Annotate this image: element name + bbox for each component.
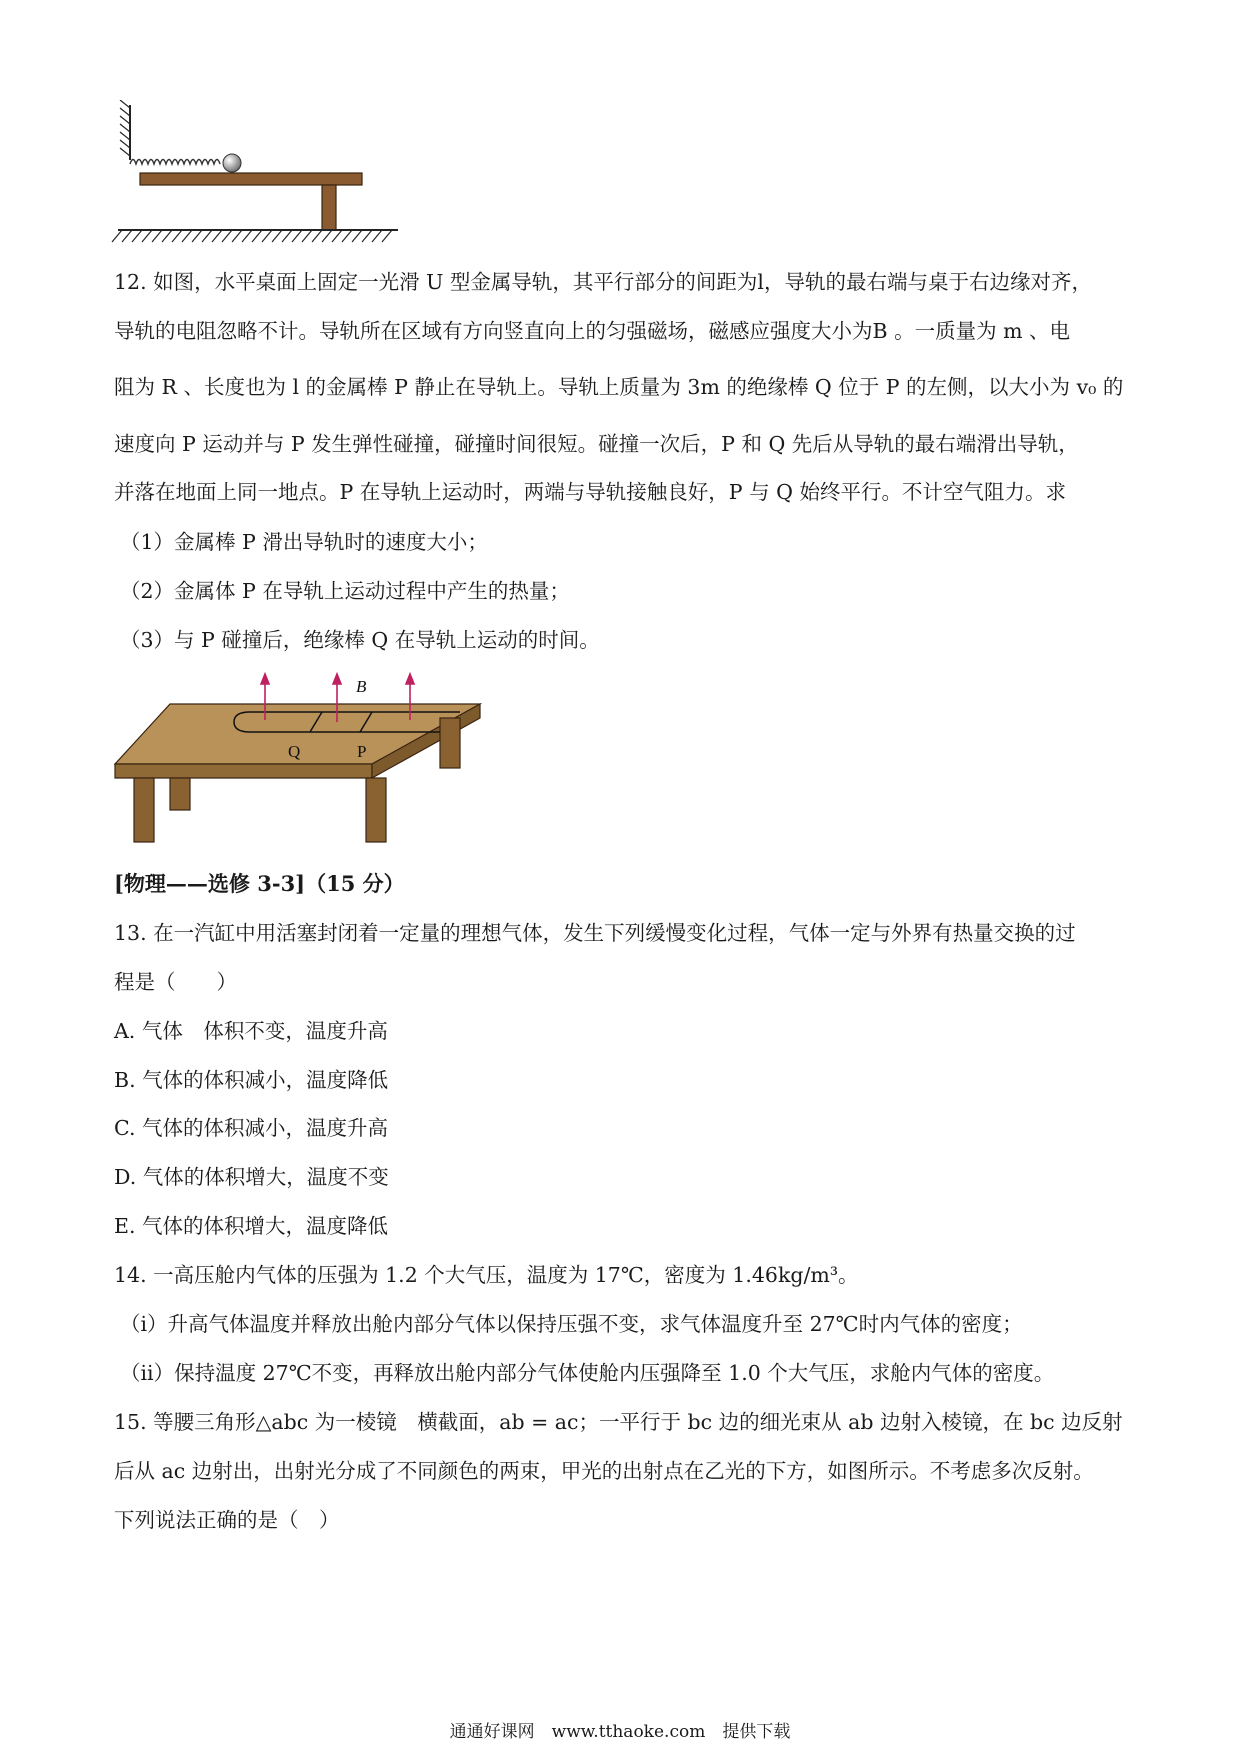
q13-option-d: D. 气体的体积增大，温度不变 xyxy=(114,1165,389,1189)
q12-line-1: 12. 如图，水平桌面上固定一光滑 U 型金属导轨，其平行部分的间距为l，导轨的最右端与桌于右边缘对齐， xyxy=(114,270,1092,294)
q15-line-1: 15. 等腰三角形△abc 为一棱镜 横截面，ab = ac；一平行于 bc 边的细光束从 ab 边射入棱镜，在 bc 边反射 xyxy=(114,1410,1123,1434)
q12-line-4: 速度向 P 运动并与 P 发生弹性碰撞，碰撞时间很短。碰撞一次后，P 和 Q 先后从导轨的最右端滑出导轨， xyxy=(114,432,1079,456)
q12-line-3: 阻为 R 、长度也为 l 的金属棒 P 静止在导轨上。导轨上质量为 3m 的绝缘棒 Q 位于 P 的左侧，以大小为 v₀ 的 xyxy=(114,375,1124,399)
q13-option-b: B. 气体的体积减小，温度降低 xyxy=(114,1068,389,1092)
page-footer: 通通好课网 www.tthaoke.com 提供下载 xyxy=(449,1722,791,1742)
section-heading: [物理——选修 3-3]（15 分） xyxy=(114,871,405,896)
q14-sub-1: （i）升高气体温度并释放出舱内部分气体以保持压强不变，求气体温度升至 27℃时内气体的密度； xyxy=(120,1312,1023,1336)
q13-option-e: E. 气体的体积增大，温度降低 xyxy=(114,1214,388,1238)
q12-line-2: 导轨的电阻忽略不计。导轨所在区域有方向竖直向上的匀强磁场，磁感应强度大小为B 。一质量为 m 、电 xyxy=(114,319,1071,343)
q12-sub-1: （1）金属棒 P 滑出导轨时的速度大小； xyxy=(120,530,488,554)
q14-sub-2: （ii）保持温度 27℃不变，再释放出舱内部分气体使舱内压强降至 1.0 个大气压，求舱内气体的密度。 xyxy=(120,1361,1055,1385)
q13-option-a: A. 气体 体积不变，温度升高 xyxy=(114,1019,388,1043)
q15-line-3: 下列说法正确的是（ ） xyxy=(114,1508,340,1532)
q14-line-1: 14. 一高压舱内气体的压强为 1.2 个大气压，温度为 17℃，密度为 1.46kg/m³。 xyxy=(114,1263,859,1287)
rod-label-q: Q xyxy=(288,742,301,761)
rod-label-p: P xyxy=(357,742,367,761)
q13-option-c: C. 气体的体积减小，温度升高 xyxy=(114,1116,388,1140)
q13-line-2: 程是（ ） xyxy=(114,970,237,994)
spring-bracket-figure xyxy=(108,100,408,250)
q12-line-5: 并落在地面上同一地点。P 在导轨上运动时，两端与导轨接触良好，P 与 Q 始终平行。不计空气阻力。求 xyxy=(114,480,1066,504)
q12-sub-2: （2）金属体 P 在导轨上运动过程中产生的热量； xyxy=(120,579,570,603)
field-label-b: B xyxy=(356,677,367,696)
q13-line-1: 13. 在一汽缸中用活塞封闭着一定量的理想气体，发生下列缓慢变化过程，气体一定与外界有热量交换的过 xyxy=(114,921,1076,945)
q15-line-2: 后从 ac 边射出，出射光分成了不同颜色的两束，甲光的出射点在乙光的下方，如图所示。不考虑多次反射。 xyxy=(114,1459,1094,1483)
q12-sub-3: （3）与 P 碰撞后，绝缘棒 Q 在导轨上运动的时间。 xyxy=(120,628,600,652)
rail-table-figure xyxy=(110,672,490,850)
